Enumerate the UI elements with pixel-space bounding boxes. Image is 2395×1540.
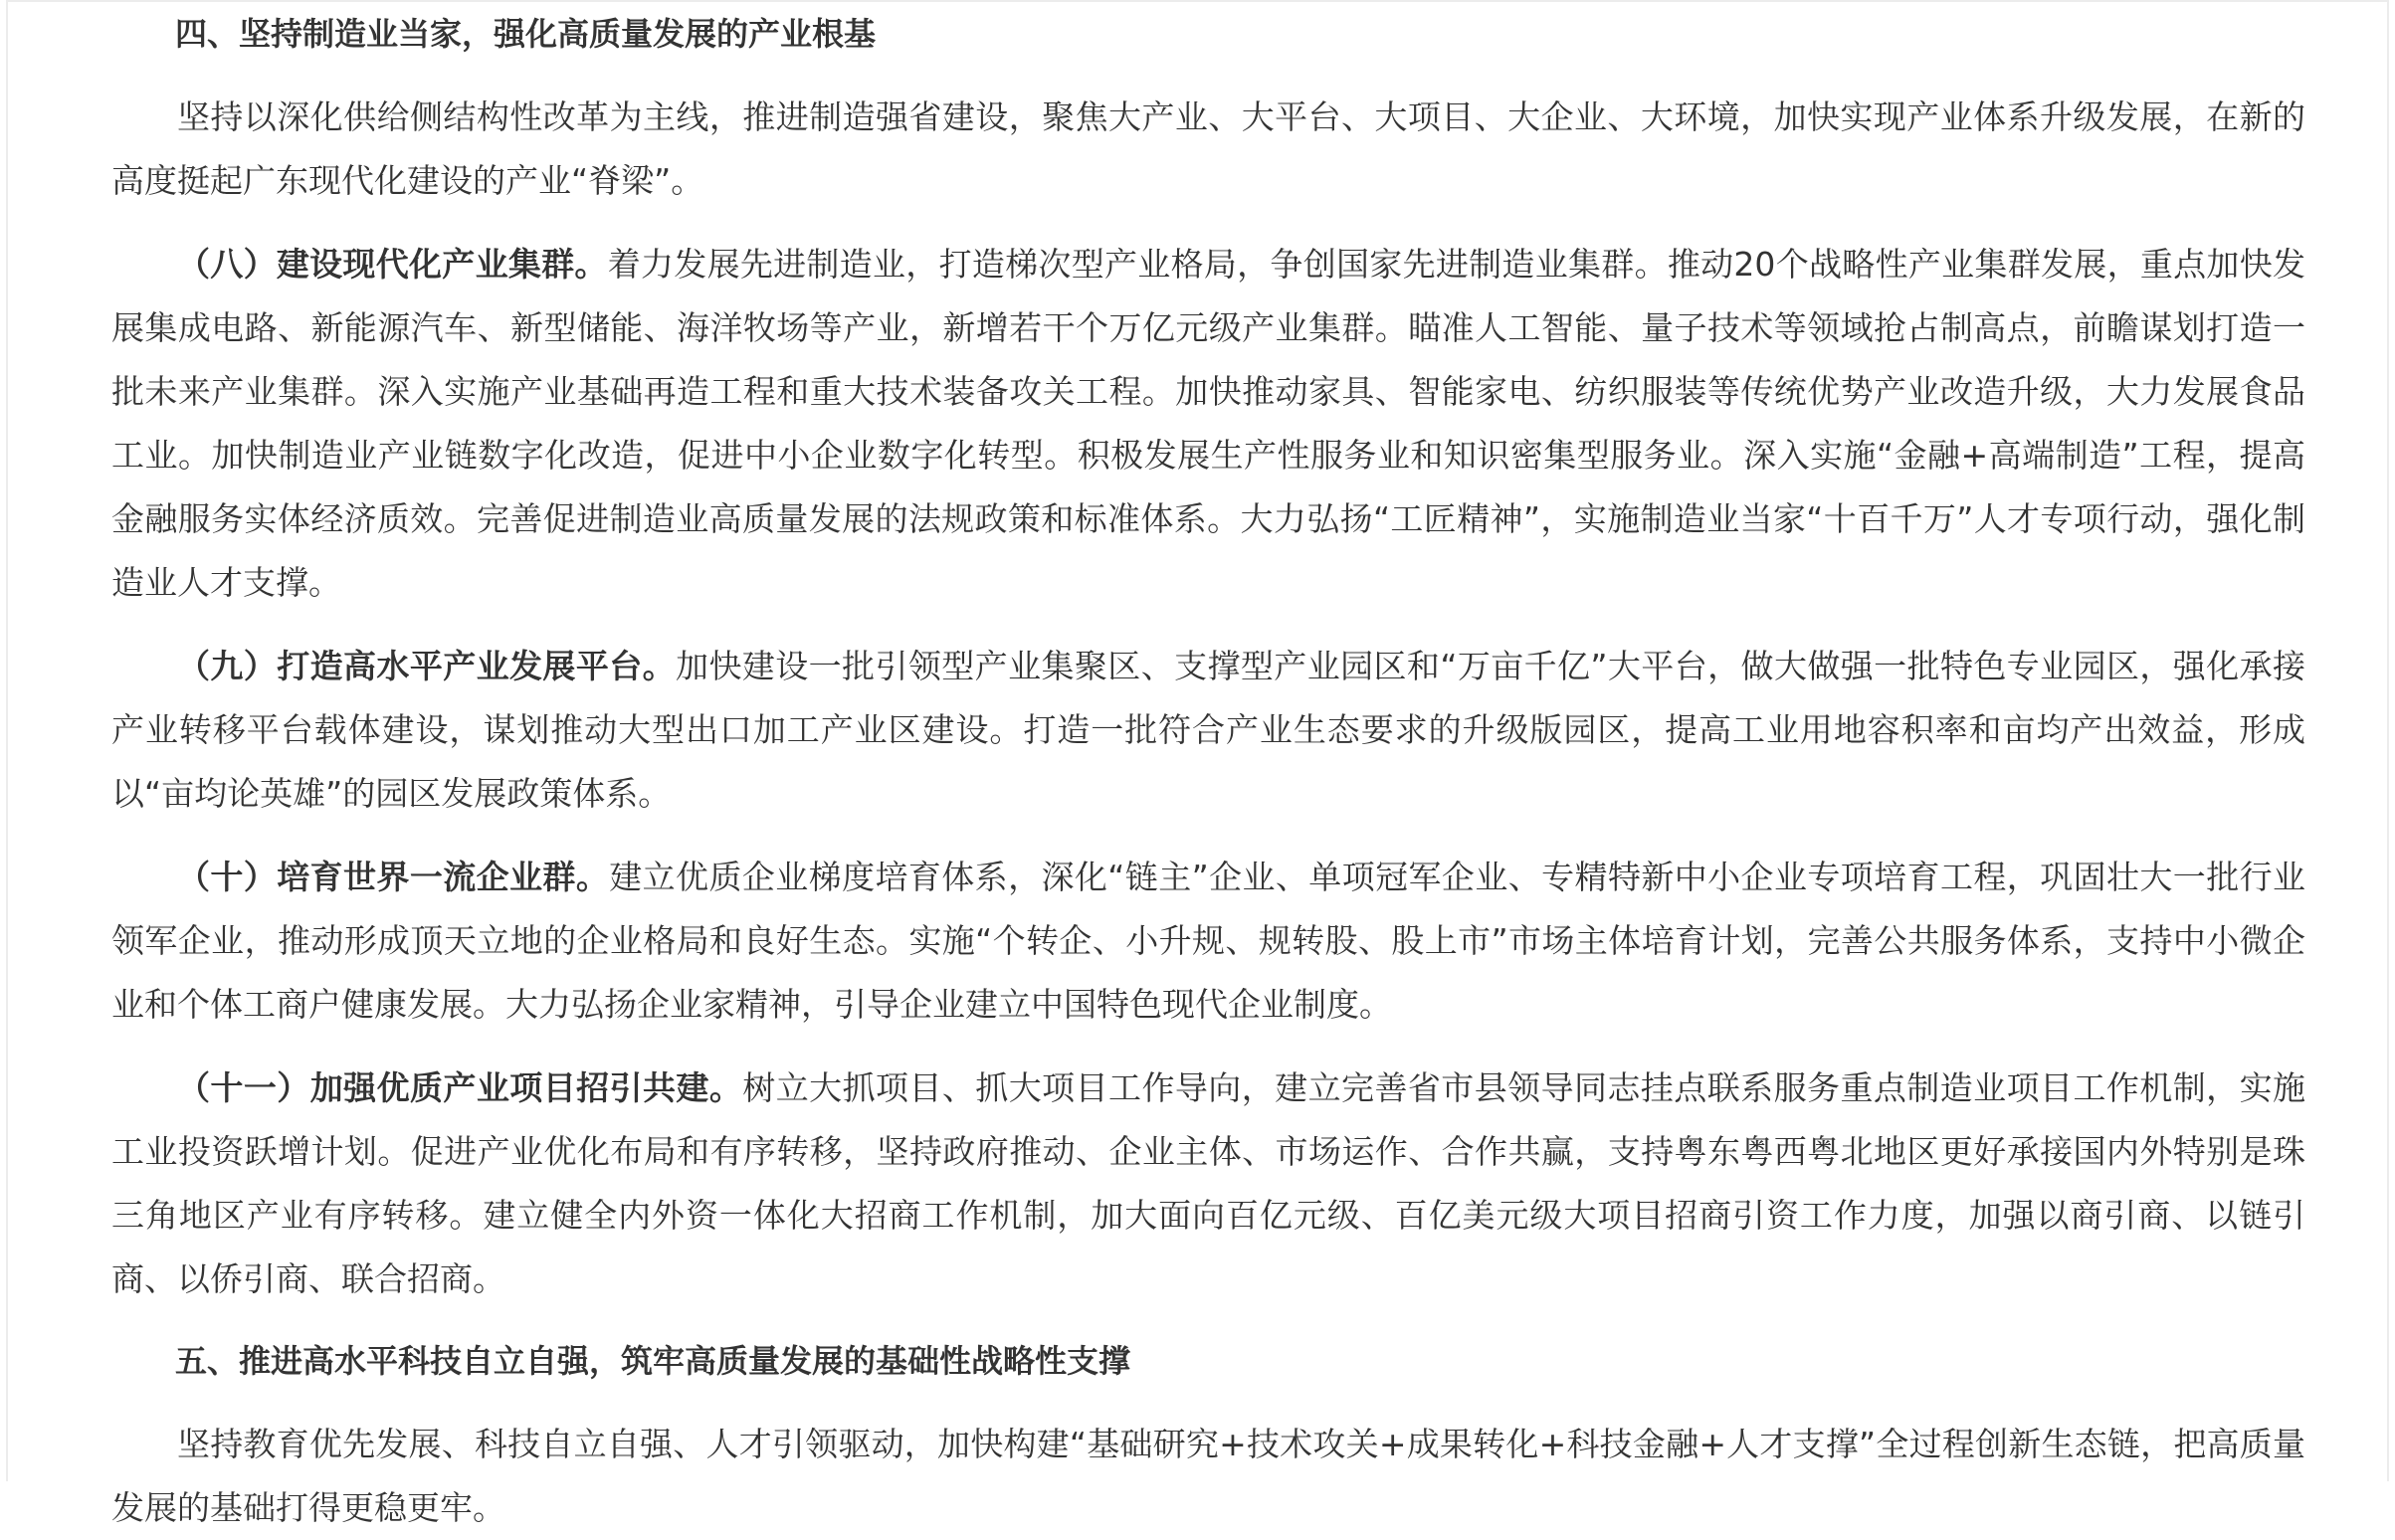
item-11-body: 树立大抓项目、抓大项目工作导向，建立完善省市县领导同志挂点联系服务重点制造业项目工作机制，实施工业投资跃增计划。促进产业优化布局和有序转移，坚持政府推动、企业主体、市场运作、合作共赢，支持粤东粤西粤北地区更好承接国内外特别是珠三角地区产业有序转移。建立健全内外资一体化大招商工作机制，加大面向百亿元级、百亿美元级大项目招商引资工作力度，加强以商引商、以链引商、以侨引商、联合招商。 bbox=[111, 1068, 2306, 1298]
section-heading-4: 四、坚持制造业当家，强化高质量发展的产业根基 bbox=[175, 15, 877, 53]
article-body bbox=[111, 2, 2305, 1540]
item-10-body: 建立优质企业梯度培育体系，深化“链主”企业、单项冠军企业、专精特新中小企业专项培育工程，巩固壮大一批行业领军企业，推动形成顶天立地的企业格局和良好生态。实施“个转企、小升规、规转股、股上市”市场主体培育计划，完善公共服务体系，支持中小微企业和个体工商户健康发展。大力弘扬企业家精神，引导企业建立中国特色现代企业制度。 bbox=[111, 858, 2305, 1024]
item-8-title: （八）建设现代化产业集群。 bbox=[177, 245, 608, 284]
item-10-title: （十）培育世界一流企业群。 bbox=[177, 858, 610, 896]
item-8-body: 着力发展先进制造业，打造梯次型产业格局，争创国家先进制造业集群。推动20个战略性产业集群发展，重点加快发展集成电路、新能源汽车、新型储能、海洋牧场等产业，新增若干个万亿元级产业集群。瞄准人工智能、量子技术等领域抢占制高点，前瞻谋划打造一批未来产业集群。深入实施产业基础再造工程和重大技术装备攻关工程。加快推动家具、智能家电、纺织服装等传统优势产业改造升级，大力发展食品工业。加快制造业产业链数字化改造，促进中小企业数字化转型。积极发展生产性服务业和知识密集型服务业。深入实施“金融+高端制造”工程，提高金融服务实体经济质效。完善促进制造业高质量发展的法规政策和标准体系。大力弘扬“工匠精神”，实施制造业当家“十百千万”人才专项行动，强化制造业人才支撑。 bbox=[111, 245, 2305, 602]
item-11-paragraph bbox=[111, 1057, 2305, 1311]
item-9-title: （九）打造高水平产业发展平台。 bbox=[177, 647, 677, 685]
item-9-paragraph bbox=[111, 635, 2305, 826]
item-8-paragraph bbox=[111, 233, 2305, 615]
section-4-intro-paragraph: 坚持以深化供给侧结构性改革为主线，推进制造强省建设，聚焦大产业、大平台、大项目、大企业、大环境，加快实现产业体系升级发展，在新的高度挺起广东现代化建设的产业“脊梁”。 bbox=[111, 97, 2305, 200]
section-5-intro-paragraph: 坚持教育优先发展、科技自立自强、人才引领驱动，加快构建“基础研究+技术攻关+成果转化+科技金融+人才支撑”全过程创新生态链，把高质量发展的基础打得更稳更牢。 bbox=[111, 1425, 2305, 1527]
item-11-title: （十一）加强优质产业项目招引共建。 bbox=[177, 1068, 743, 1107]
item-10-paragraph bbox=[111, 846, 2305, 1037]
section-heading-5: 五、推进高水平科技自立自强，筑牢高质量发展的基础性战略性支撑 bbox=[175, 1342, 1131, 1380]
item-9-body: 加快建设一批引领型产业集聚区、支撑型产业园区和“万亩千亿”大平台，做大做强一批特色专业园区，强化承接产业转移平台载体建设，谋划推动大型出口加工产业区建设。打造一批符合产业生态要求的升级版园区，提高工业用地容积率和亩均产出效益，形成以“亩均论英雄”的园区发展政策体系。 bbox=[111, 647, 2305, 813]
content-frame bbox=[6, 0, 2389, 1527]
